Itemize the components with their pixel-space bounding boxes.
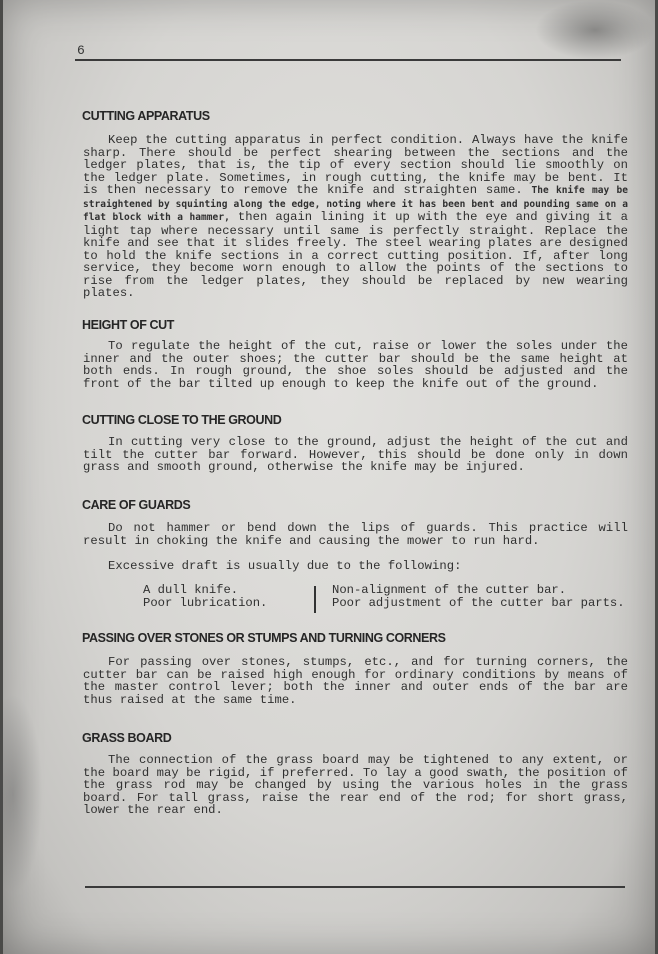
cause-item: A dull knife. <box>143 583 239 597</box>
passing-over-stones-paragraph: For passing over stones, stumps, etc., and for turning corners, the cutter bar can be raised high enough for ordinary conditions by means of the master control lever; both the inner and outer ends of the bar are thus raised at the same time. <box>83 655 628 707</box>
height-of-cut-paragraph: To regulate the height of the cut, raise or lower the soles under the inner and the outer shoes; the cutter bar should be the same height at both ends. In rough ground, the shoe soles should be adjusted and the front of the bar tilted up enough to keep the knife out of the ground. <box>83 339 628 391</box>
footer-rule <box>85 886 625 888</box>
paragraph-text: then again lining it up with the eye and giving it a light tap where necessary until same is perfectly straight. Replace the knife and see that it slides freely. The steel wearing plates are designed to hold the knife sections in a correct cutting position. If, after long service, they become worn enough to allow the points of the sections to rise from the ledger plates, they should be replaced by new wearing plates. <box>83 210 628 300</box>
cutting-close-paragraph: In cutting very close to the ground, adjust the height of the cut and tilt the cutter bar forward. However, this should be done only in down grass and smooth ground, otherwise the knife may be injured. <box>83 435 628 474</box>
section-heading-care-of-guards: CARE OF GUARDS <box>82 498 191 512</box>
causes-left-column <box>143 584 267 609</box>
causes-right-column <box>332 584 625 609</box>
grass-board-paragraph: The connection of the grass board may be tightened to any extent, or the board may be rigid, if preferred. To lay a good swath, the position of the grass rod may be changed by using the various holes in the grass board. For tall grass, raise the rear end of the rod; for short grass, lower the rear end. <box>83 753 628 817</box>
paper-stain <box>535 0 655 60</box>
section-heading-cutting-close: CUTTING CLOSE TO THE GROUND <box>82 413 282 427</box>
cause-item: Non-alignment of the cutter bar. <box>332 583 567 597</box>
column-divider <box>314 586 316 613</box>
section-heading-passing-over-stones: PASSING OVER STONES OR STUMPS AND TURNING CORNERS <box>82 631 446 645</box>
care-of-guards-paragraph: Do not hammer or bend down the lips of guards. This practice will result in choking the knife and causing the mower to run hard. <box>83 521 628 548</box>
section-heading-grass-board: GRASS BOARD <box>82 731 172 745</box>
cause-item: Poor lubrication. <box>143 595 268 610</box>
paragraph-text: Keep the cutting apparatus in perfect condition. Always have the knife sharp. There should be perfect shearing between the sections and the ledger plates, that is, the tip of every section should lie smoothly on the ledger plate. Sometimes, in rough cutting, the knife may be bent. It is then necessary to remove the knife and straighten same. <box>83 133 628 197</box>
header-rule <box>75 59 621 61</box>
page-number: 6 <box>77 43 85 58</box>
manual-page <box>3 0 655 954</box>
section-heading-cutting-apparatus: CUTTING APPARATUS <box>82 109 210 123</box>
excessive-draft-paragraph: Excessive draft is usually due to the following: <box>108 559 462 573</box>
paper-stain <box>0 694 43 894</box>
paragraph-bold-text: The knife may be straightened by squinting along the edge, noting where it has been bent and pounding same on a flat block with a hammer, <box>83 185 629 223</box>
cause-item: Poor adjustment of the cutter bar parts. <box>332 595 625 610</box>
cutting-apparatus-paragraph <box>83 134 628 300</box>
draft-causes-list <box>143 584 643 614</box>
section-heading-height-of-cut: HEIGHT OF CUT <box>82 318 175 332</box>
